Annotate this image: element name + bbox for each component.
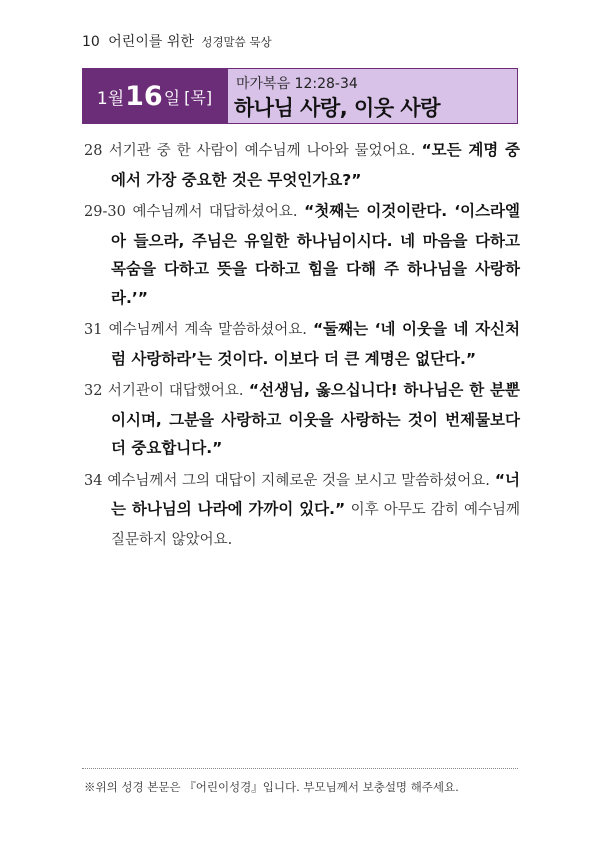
date-day-unit: 일 (163, 88, 181, 109)
footnote: ※위의 성경 본문은 『어린이성경』입니다. 부모님께서 보충설명 해주세요. (84, 780, 459, 794)
title-block (227, 68, 518, 124)
date-block (82, 68, 227, 124)
verse-quote: “너는 하나님의 나라에 가까이 있다.” (111, 470, 520, 518)
verse-quote: “둘째는 ‘네 이웃을 네 자신처럼 사랑하라’는 것이다. 이보다 더 큰 계명은 없단다.” (111, 320, 520, 368)
verse-narration: 예수님께서 계속 말씀하셨어요. (108, 322, 307, 338)
devotion-header (82, 68, 518, 124)
verse (84, 315, 520, 373)
date-month: 1월 (96, 88, 125, 109)
verse-number: 29-30 (84, 204, 126, 220)
date-weekday: [목] (184, 87, 213, 107)
verse-narration: 서기관 중 한 사람이 예수님께 나아와 물었어요. (108, 143, 416, 159)
verse (84, 136, 520, 194)
scripture-reference: 마가복음 12:28-34 (236, 76, 358, 92)
verse-number: 32 (84, 383, 103, 399)
running-head (82, 31, 272, 51)
page-number: 10 (82, 34, 100, 50)
page-title: 하나님 사랑, 이웃 사랑 (234, 96, 440, 120)
date-day: 16 (125, 80, 163, 112)
verse-quote: “선생님, 옳으십니다! 하나님은 한 분뿐이시며, 그분을 사랑하고 이웃을 사랑하는 것이 번제물보다 더 중요합니다.” (111, 381, 520, 457)
verse (84, 197, 520, 312)
verse-narration: 예수님께서 그의 대답이 지혜로운 것을 보시고 말씀하셨어요. (107, 472, 490, 489)
book-subtitle: 성경말씀 묵상 (201, 35, 272, 49)
book-title: 어린이를 위한 (108, 34, 194, 50)
scripture-text (84, 136, 520, 557)
verse-number: 34 (84, 472, 103, 489)
verse-narration-after: 이후 아무도 감히 예수님께 질문하지 않았어요. (111, 502, 521, 548)
verse-quote: “첫째는 이것이란다. ‘이스라엘아 들으라, 주님은 유일한 하나님이시다. 네 마음을 다하고 목숨을 다하고 뜻을 다하고 힘을 다해 주 하나님을 사랑하라.’” (111, 202, 521, 307)
verse (84, 466, 520, 555)
verse-quote: “모든 계명 중에서 가장 중요한 것은 무엇인가요?” (111, 141, 520, 189)
verse-number: 31 (84, 322, 103, 338)
verse-number: 28 (84, 143, 103, 159)
verse-narration: 서기관이 대답했어요. (107, 383, 244, 399)
verse (84, 376, 520, 463)
verse-narration: 예수님께서 대답하셨어요. (132, 204, 298, 220)
footnote-divider (82, 768, 518, 769)
